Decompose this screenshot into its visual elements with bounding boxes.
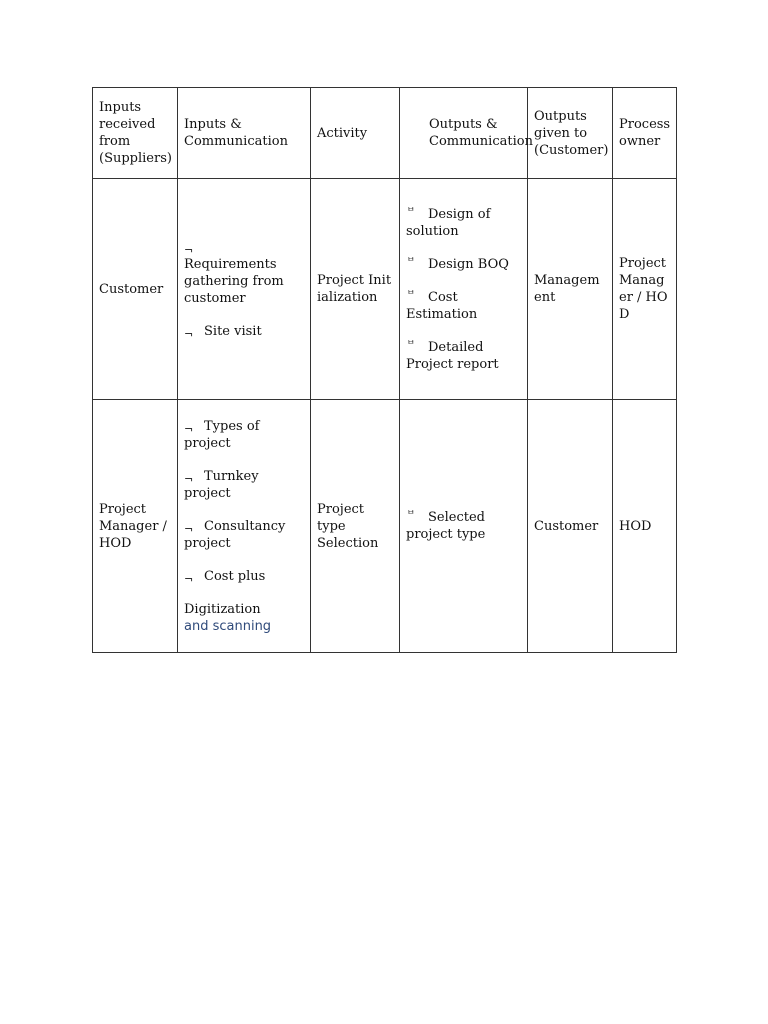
- input-extra-line1: Digitization: [184, 601, 261, 617]
- input-item: [184, 518, 304, 552]
- bullet-marker: ᄇ: [406, 290, 416, 302]
- cell-owner: Project Manager / HOD: [613, 179, 677, 400]
- bullet-marker: ¬: [184, 422, 194, 436]
- cell-activity: Project Initialization: [311, 179, 400, 400]
- header-inputs: Inputs & Communication: [178, 88, 311, 179]
- cell-supplier: Customer: [93, 179, 178, 400]
- bullet-marker: ᄇ: [406, 340, 416, 352]
- bullet-marker: ᄇ: [406, 207, 416, 219]
- output-item: [406, 256, 521, 273]
- output-item: [406, 509, 521, 543]
- output-text: Cost Estimation: [406, 289, 478, 322]
- cell-outputs: [400, 400, 528, 653]
- input-text: Requirements gathering from customer: [184, 256, 284, 306]
- input-item: [184, 468, 304, 502]
- bullet-marker: ¬: [184, 243, 194, 257]
- input-item: [184, 239, 304, 307]
- cell-customer: Customer: [528, 400, 613, 653]
- sipoc-table: [92, 87, 677, 653]
- table-row: [93, 400, 677, 653]
- bullet-marker: ¬: [184, 522, 194, 536]
- input-item: [184, 323, 304, 340]
- input-text: Consultancy project: [184, 518, 286, 551]
- cell-inputs: [178, 400, 311, 653]
- header-owner: Process owner: [613, 88, 677, 179]
- input-text: Turnkey project: [184, 468, 259, 501]
- input-extra: [184, 601, 304, 635]
- input-text: Cost plus: [204, 568, 266, 584]
- input-text: Types of project: [184, 418, 260, 451]
- cell-inputs: [178, 179, 311, 400]
- header-row: [93, 88, 677, 179]
- cell-activity: Project type Selection: [311, 400, 400, 653]
- cell-customer: Management: [528, 179, 613, 400]
- cell-outputs: [400, 179, 528, 400]
- bullet-marker: ¬: [184, 572, 194, 586]
- header-outputs: Outputs & Communication: [400, 88, 528, 179]
- output-item: [406, 206, 521, 240]
- bullet-marker: ᄇ: [406, 511, 416, 522]
- header-suppliers: Inputs received from (Suppliers): [93, 88, 178, 179]
- bullet-marker: ¬: [184, 472, 194, 486]
- cell-supplier: Project Manager / HOD: [93, 400, 178, 653]
- header-activity: Activity: [311, 88, 400, 179]
- table-row: [93, 179, 677, 400]
- output-text: Design BOQ: [428, 256, 509, 272]
- output-item: [406, 289, 521, 323]
- output-text: Detailed Project report: [406, 339, 499, 372]
- input-item: [184, 418, 304, 452]
- bullet-marker: ᄇ: [406, 257, 416, 269]
- input-item: [184, 568, 304, 585]
- header-customer: Outputs given to (Customer): [528, 88, 613, 179]
- output-text: Design of solution: [406, 206, 491, 239]
- input-extra-line2: and scanning: [184, 618, 272, 634]
- output-text: Selected project type: [406, 510, 486, 542]
- cell-owner: HOD: [613, 400, 677, 653]
- bullet-marker: ¬: [184, 327, 194, 341]
- input-text: Site visit: [204, 323, 262, 339]
- output-item: [406, 339, 521, 373]
